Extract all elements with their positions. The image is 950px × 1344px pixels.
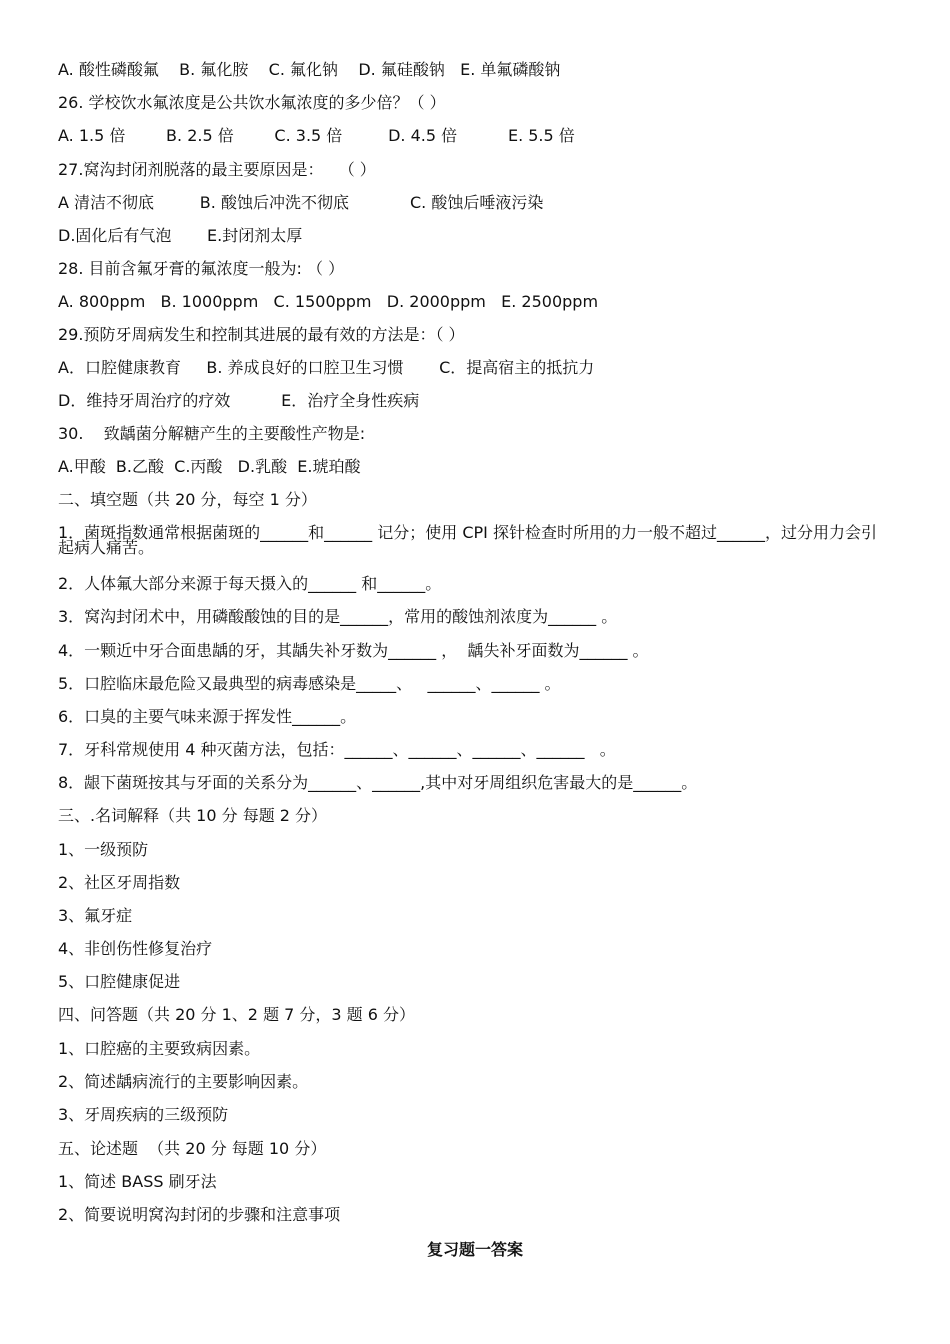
fill-in-2: 2．人体氟大部分来源于每天摄入的______ 和______。 [58, 574, 442, 593]
qa-1: 1、口腔癌的主要致病因素。 [58, 1039, 261, 1058]
essay-1: 1、简述 BASS 刷牙法 [58, 1172, 217, 1191]
fill-in-6: 6．口臭的主要气味来源于挥发性______。 [58, 707, 357, 726]
q27-question: 27.窝沟封闭剂脱落的最主要原因是： （ ） [58, 160, 376, 179]
qa-3: 3、牙周疾病的三级预防 [58, 1105, 229, 1124]
q28-options: A. 800ppm B. 1000ppm C. 1500ppm D. 2000ppm E. 2500ppm [58, 292, 599, 311]
q27-options-1: A 清洁不彻底 B. 酸蚀后冲洗不彻底 C. 酸蚀后唾液污染 [58, 193, 544, 212]
q26-question: 26. 学校饮水氟浓度是公共饮水氟浓度的多少倍？（ ） [58, 93, 446, 112]
fill-in-5: 5．口腔临床最危险又最典型的病毒感染是_____、 ______、______ 。 [58, 674, 561, 693]
term-3: 3、氟牙症 [58, 906, 133, 925]
q26-options: A. 1.5 倍 B. 2.5 倍 C. 3.5 倍 D. 4.5 倍 E. 5.5 倍 [58, 126, 575, 145]
q27-options-2: D.固化后有气泡 E.封闭剂太厚 [58, 226, 303, 245]
q29-options-2: D．维持牙周治疗的疗效 E．治疗全身性疾病 [58, 391, 420, 410]
term-1: 1、一级预防 [58, 840, 149, 859]
q28-question: 28. 目前含氟牙膏的氟浓度一般为: （ ） [58, 259, 345, 278]
q30-options: A.甲酸 B.乙酸 C.丙酸 D.乳酸 E.琥珀酸 [58, 457, 361, 476]
section-terms-heading: 三、.名词解释（共 10 分 每题 2 分） [58, 806, 328, 825]
term-2: 2、社区牙周指数 [58, 873, 181, 892]
section-fill-in-heading: 二、填空题（共 20 分，每空 1 分） [58, 490, 317, 509]
fill-in-7: 7．牙科常规使用 4 种灭菌方法，包括：______、______、______、______ 。 [58, 740, 616, 759]
term-4: 4、非创伤性修复治疗 [58, 939, 213, 958]
qa-2: 2、简述龋病流行的主要影响因素。 [58, 1072, 309, 1091]
q29-question: 29.预防牙周病发生和控制其进展的最有效的方法是：（ ） [58, 325, 465, 344]
q30-question: 30. 致龋菌分解糖产生的主要酸性产物是: [58, 424, 366, 443]
q29-options-1: A．口腔健康教育 B. 养成良好的口腔卫生习惯 C．提高宿主的抵抗力 [58, 358, 595, 377]
section-qa-heading: 四、问答题（共 20 分 1、2 题 7 分，3 题 6 分） [58, 1005, 416, 1024]
q25-options: A. 酸性磷酸氟 B. 氟化胺 C. 氟化钠 D. 氟硅酸钠 E. 单氟磷酸钠 [58, 60, 561, 79]
term-5: 5、口腔健康促进 [58, 972, 181, 991]
fill-in-1: 1．菌斑指数通常根据菌斑的______和______ 记分；使用 CPI 探针检查时所用的力一般不超过______，过分用力会引起病人痛苦。 [58, 523, 877, 557]
fill-in-4: 4．一颗近中牙合面患龋的牙，其龋失补牙数为______ ， 龋失补牙面数为______ 。 [58, 641, 649, 660]
fill-in-3: 3．窝沟封闭术中，用磷酸酸蚀的目的是______，常用的酸蚀剂浓度为______ 。 [58, 607, 618, 626]
essay-2: 2、简要说明窝沟封闭的步骤和注意事项 [58, 1205, 341, 1224]
section-essay-heading: 五、论述题 （共 20 分 每题 10 分） [58, 1139, 327, 1158]
answer-key-title: 复习题一答案 [426, 1240, 523, 1259]
fill-in-8: 8．龈下菌斑按其与牙面的关系分为______、______,其中对牙周组织危害最大的是______。 [58, 773, 698, 792]
